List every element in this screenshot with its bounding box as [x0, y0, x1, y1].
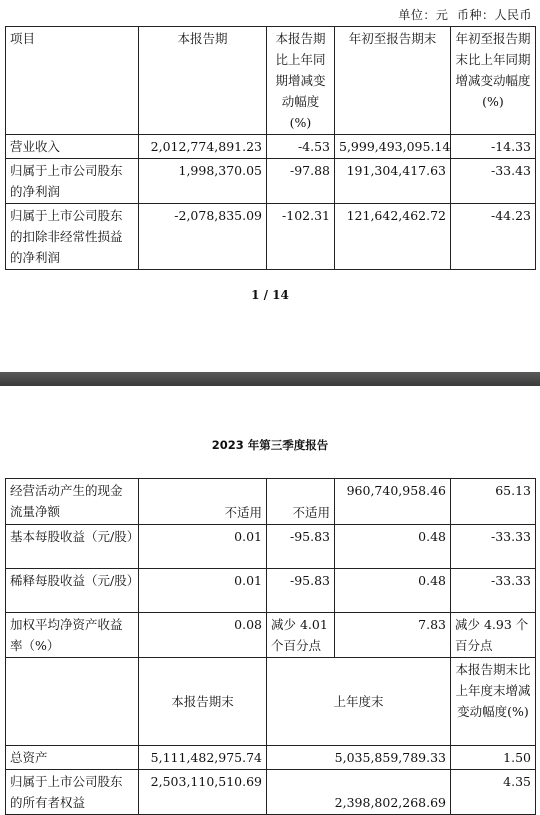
cell-last-year-end: 2,398,802,268.69: [267, 770, 451, 815]
cell-current: 0.01: [139, 525, 267, 569]
page-separator: [0, 372, 540, 386]
cell-ytd-change: -33.43: [451, 159, 536, 204]
cell-current: 1,998,370.05: [139, 159, 267, 204]
row-label: 基本每股收益（元/股）: [6, 525, 139, 569]
cell-current-change: -4.53: [267, 135, 335, 159]
cell-change: 1.50: [451, 746, 536, 770]
cell-current-change: 减少 4.01 个百分点: [267, 613, 335, 658]
cell-ytd: 0.48: [335, 525, 451, 569]
cell-current-change: -95.83: [267, 569, 335, 613]
cell-ytd-change: -14.33: [451, 135, 536, 159]
unit-label: 单位：元: [398, 8, 449, 22]
cell-change: 4.35: [451, 770, 536, 815]
col-header-period-end: 本报告期末: [139, 658, 267, 746]
row-label: 加权平均净资产收益率（%）: [6, 613, 139, 658]
row-label: 归属于上市公司股东的净利润: [6, 159, 139, 204]
table-row: [6, 613, 536, 658]
cell-ytd: 960,740,958.46: [335, 479, 451, 525]
table-header-row: [6, 27, 536, 135]
cell-current: 2,012,774,891.23: [139, 135, 267, 159]
table-row: [6, 770, 536, 815]
table-row: [6, 569, 536, 613]
cell-current-change: -102.31: [267, 204, 335, 270]
cell-ytd: 0.48: [335, 569, 451, 613]
cell-current: -2,078,835.09: [139, 204, 267, 270]
cell-current-change: -97.88: [267, 159, 335, 204]
cell-current: 不适用: [139, 479, 267, 525]
cell-period-end: 2,503,110,510.69: [139, 770, 267, 815]
row-label: 经营活动产生的现金流量净额: [6, 479, 139, 525]
row-label: 营业收入: [6, 135, 139, 159]
cell-ytd: 7.83: [335, 613, 451, 658]
balance-header-row: [6, 658, 536, 746]
cell-ytd-change: -33.33: [451, 525, 536, 569]
cell-current: 0.08: [139, 613, 267, 658]
table-row: [6, 746, 536, 770]
cell-ytd: 121,642,462.72: [335, 204, 451, 270]
cell-period-end: 5,111,482,975.74: [139, 746, 267, 770]
report-page-top: [0, 0, 540, 372]
row-label: 归属于上市公司股东的扣除非经常性损益的净利润: [6, 204, 139, 270]
cell-ytd: 191,304,417.63: [335, 159, 451, 204]
key-financials-table: [5, 26, 536, 270]
row-label: 稀释每股收益（元/股）: [6, 569, 139, 613]
col-header-current: 本报告期: [139, 27, 267, 135]
col-header-item: 项目: [6, 27, 139, 135]
cell-ytd-change: -44.23: [451, 204, 536, 270]
col-header-ytd-change: 年初至报告期末比上年同期增减变动幅度(%): [451, 27, 536, 135]
cell-ytd: 5,999,493,095.14: [335, 135, 451, 159]
cell-last-year-end: 5,035,859,789.33: [267, 746, 451, 770]
cell-ytd-change: -33.33: [451, 569, 536, 613]
table-row: [6, 159, 536, 204]
col-header-last-year-end: 上年度末: [267, 658, 451, 746]
row-label: 总资产: [6, 746, 139, 770]
col-header-current-change: 本报告期比上年同期增减变动幅度(%): [267, 27, 335, 135]
col-header-ytd: 年初至报告期末: [335, 27, 451, 135]
unit-currency-line: [398, 6, 532, 23]
page-number: 1 / 14: [251, 288, 289, 302]
table-row: [6, 135, 536, 159]
row-label: 归属于上市公司股东的所有者权益: [6, 770, 139, 815]
key-financials-table-continued: [5, 478, 536, 815]
cell-current: 0.01: [139, 569, 267, 613]
report-title: 2023 年第三季度报告: [211, 438, 329, 452]
col-header-period-change: 本报告期末比上年度末增减变动幅度(%): [451, 658, 536, 746]
cell-current-change: -95.83: [267, 525, 335, 569]
table-row: [6, 525, 536, 569]
cell-ytd-change: 65.13: [451, 479, 536, 525]
cell-current-change: 不适用: [267, 479, 335, 525]
cell-ytd-change: 减少 4.93 个百分点: [451, 613, 536, 658]
currency-label: 币种：人民币: [456, 8, 532, 22]
table-row: [6, 479, 536, 525]
table-row: [6, 204, 536, 270]
